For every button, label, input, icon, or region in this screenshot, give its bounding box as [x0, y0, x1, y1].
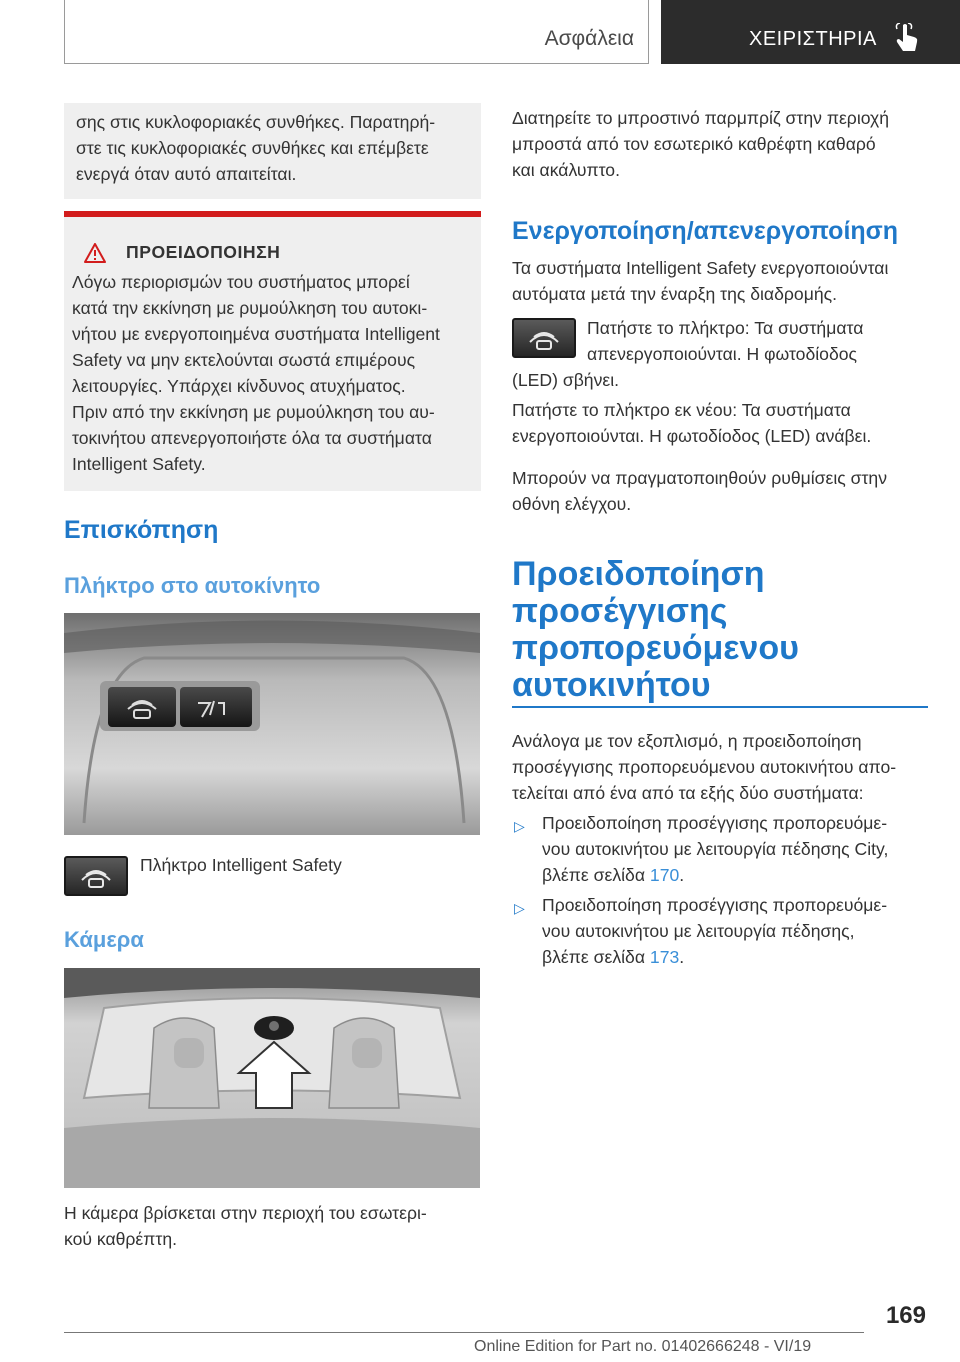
list-item — [512, 810, 932, 888]
intelligent-safety-button-icon — [512, 318, 576, 358]
continued-note-box — [64, 103, 481, 199]
bullet-triangle-icon: ▷ — [514, 818, 525, 834]
edition-footer: Online Edition for Part no. 01402666248 - VI/19 — [474, 1338, 812, 1355]
section-title: Ασφάλεια — [544, 27, 634, 50]
note-line: ενεργά όταν αυτό απαιτείται. — [76, 164, 297, 184]
page-link[interactable]: 173 — [649, 947, 680, 967]
warning-line: Intelligent Safety. — [72, 454, 206, 474]
overview-heading: Επισκόπηση — [64, 516, 219, 544]
warning-line: τοκινήτου απενεργοποιήστε όλα τα συστήματα — [72, 428, 432, 448]
intro-paragraph — [512, 105, 889, 183]
text-line: Ανάλογα με τον εξοπλισμό, η προειδοποίηση — [512, 731, 862, 751]
text-line: Μπορούν να πραγματοποιηθούν ρυθμίσεις στην — [512, 468, 888, 488]
camera-caption-line: κού καθρέπτη. — [64, 1229, 178, 1249]
camera-caption-line: Η κάμερα βρίσκεται στην περιοχή του εσωτερι- — [64, 1203, 427, 1223]
text-line: ενεργοποιούνται. Η φωτοδίοδος (LED) ανάβει. — [512, 426, 872, 446]
approach-warning-heading — [512, 556, 932, 704]
warning-box — [64, 211, 481, 491]
note-line: σης στις κυκλοφοριακές συνθήκες. Παρατηρή- — [76, 112, 436, 132]
warning-line: λειτουργίες. Υπάρχει κίνδυνος ατυχήματος. — [72, 376, 406, 396]
warning-line: κατά την εκκίνηση με ρυμούλκηση του αυτοκι- — [72, 298, 428, 318]
heading-line: Προειδοποίηση — [512, 555, 765, 593]
header-section-box — [64, 0, 649, 64]
hand-pointer-icon — [894, 23, 920, 53]
button-heading: Πλήκτρο στο αυτοκίνητο — [64, 573, 321, 598]
warning-line: νήτου με ενεργοποιημένα συστήματα Intelligent — [72, 324, 440, 344]
chapter-title: ΧΕΙΡΙΣΤΗΡΙΑ — [749, 28, 877, 50]
text-line: και ακάλυπτο. — [512, 160, 620, 180]
text-line: αυτόματα μετά την έναρξη της διαδρομής. — [512, 284, 837, 304]
camera-photo — [64, 968, 480, 1188]
sentence-end: . — [679, 865, 685, 885]
text-line: Διατηρείτε το μπροστινό παρμπρίζ στην περιοχή — [512, 108, 890, 128]
text-line: μπροστά από τον εσωτερικό καθρέφτη καθαρό — [512, 134, 876, 154]
text-line: Προειδοποίηση προσέγγισης προπορευόμε- — [542, 813, 888, 833]
press-paragraph — [587, 315, 863, 367]
text-line: νου αυτοκινήτου με λειτουργία πέδησης, — [542, 921, 855, 941]
text-line: Πατήστε το πλήκτρο: Τα συστήματα — [587, 318, 864, 338]
page-number: 169 — [885, 1302, 926, 1329]
header-chapter-box — [661, 0, 960, 64]
heading-rule — [512, 706, 928, 708]
see-text: βλέπε σελίδα — [542, 865, 646, 885]
page-link[interactable]: 170 — [649, 865, 680, 885]
footer-rule — [64, 1332, 864, 1333]
warning-title: ΠΡΟΕΙΔΟΠΟΙΗΣΗ — [126, 242, 281, 262]
text-line: Τα συστήματα Intelligent Safety ενεργοποιούνται — [512, 258, 889, 278]
note-line: στε τις κυκλοφοριακές συνθήκες και επέμβετε — [76, 138, 429, 158]
text-line: οθόνη ελέγχου. — [512, 494, 632, 514]
warning-line: Safety να μην εκτελούνται σωστά επιμέρους — [72, 350, 416, 370]
camera-heading: Κάμερα — [64, 927, 144, 952]
press-again-paragraph — [512, 397, 871, 449]
text-line: προσέγγισης προπορευόμενου αυτοκινήτου απο- — [512, 757, 897, 777]
activation-paragraph — [512, 255, 888, 307]
text-line: Πατήστε το πλήκτρο εκ νέου: Τα συστήματα — [512, 400, 851, 420]
text-line: τελείται από ένα από τα εξής δύο συστήματα: — [512, 783, 864, 803]
settings-paragraph — [512, 465, 887, 517]
button-photo — [64, 613, 480, 835]
text-line: απενεργοποιούνται. Η φωτοδίοδος — [587, 344, 857, 364]
sentence-end: . — [679, 947, 685, 967]
text-line: Προειδοποίηση προσέγγισης προπορευόμε- — [542, 895, 888, 915]
heading-line: προπορευόμενου — [512, 629, 799, 667]
warning-triangle-icon — [84, 243, 106, 263]
bullet-triangle-icon: ▷ — [514, 900, 525, 916]
warning-line: Πριν από την εκκίνηση με ρυμούλκηση του αυ- — [72, 402, 435, 422]
text-line: νου αυτοκινήτου με λειτουργία πέδησης City, — [542, 839, 889, 859]
intelligent-safety-button-icon — [64, 856, 128, 896]
heading-line: αυτοκινήτου — [512, 666, 711, 704]
press-paragraph-end: (LED) σβήνει. — [512, 370, 620, 390]
heading-line: προσέγγισης — [512, 592, 728, 630]
camera-caption — [64, 1200, 427, 1252]
description-paragraph — [512, 728, 896, 806]
warning-line: Λόγω περιορισμών του συστήματος μπορεί — [72, 272, 410, 292]
activation-heading: Ενεργοποίηση/απενεργοποίηση — [512, 217, 899, 245]
see-text: βλέπε σελίδα — [542, 947, 646, 967]
button-caption: Πλήκτρο Intelligent Safety — [140, 855, 342, 875]
list-item — [512, 892, 932, 970]
